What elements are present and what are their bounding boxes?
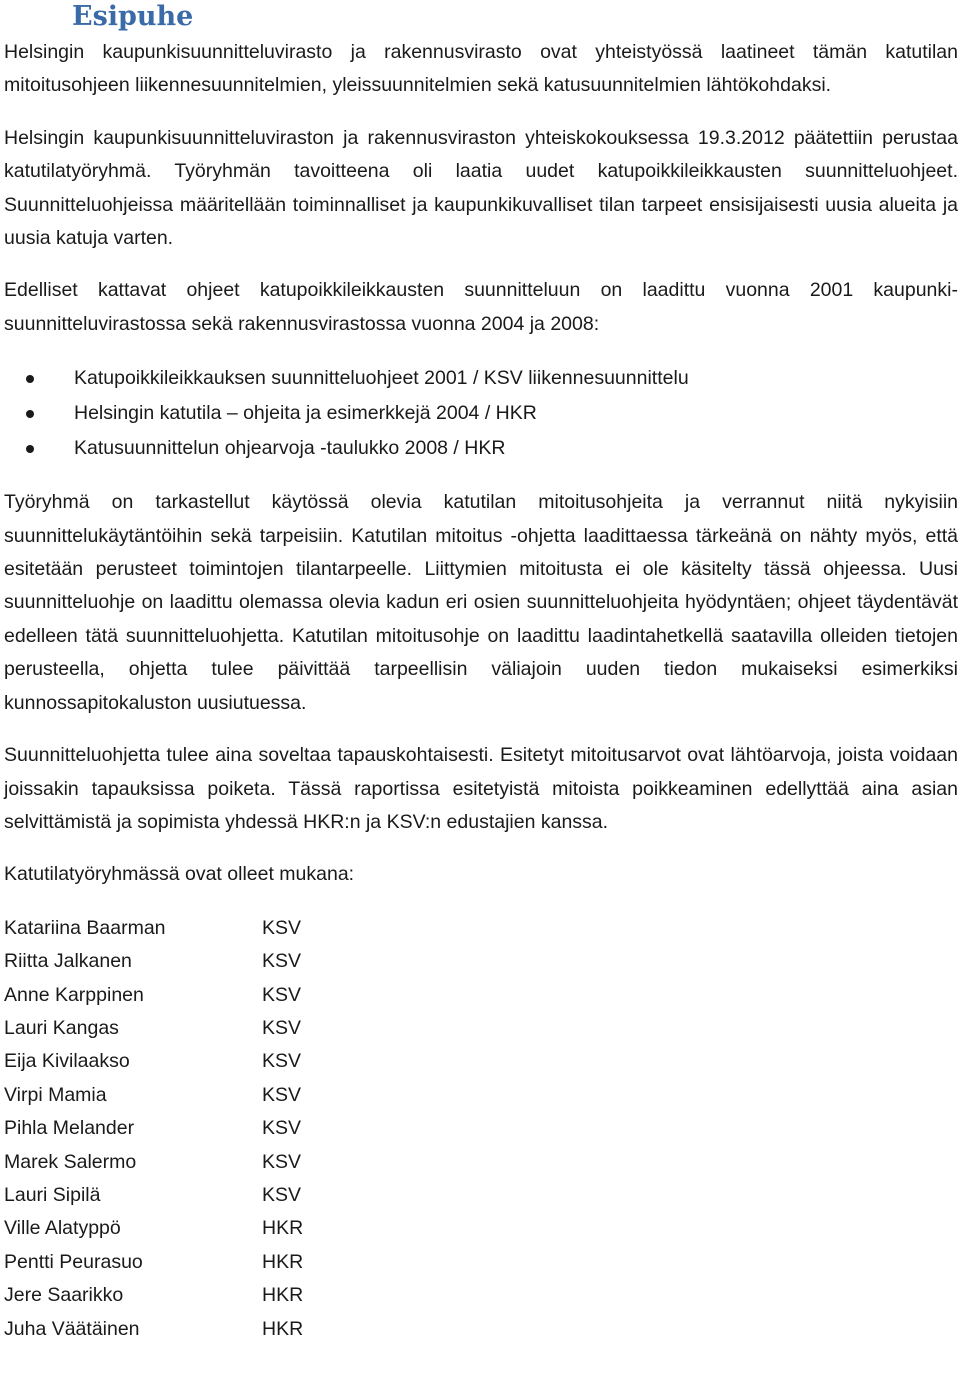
paragraph-review: Työryhmä on tarkastellut käytössä olevia katutilan mitoitusohjeita ja verrannut niitä nykyisiin suunnittelukäytäntöihin sekä tarpeisiin. Katutilan mitoitus -ohjetta laadittaessa tärkeänä on nähty myös, että esitetään perusteet toimintojen tilantarpeelle. Liittymien mitoitusta ei ole käsitelty tässä ohjeessa. Uusi suunnitteluohje on laadittu olemassa olevia kadun eri osien suunnitteluohjeita hyödyntäen; ohjeet täydentävät edelleen tätä suunnitteluohjetta. Katutilan mitoitusohje on laadittu laadintahetkellä saatavilla olleiden tietojen perusteella, ohjetta tulee päivittää tarpeellisin väliajoin uuden tiedon mukaiseksi esimerkiksi kunnossapitokaluston uusiutuessa. <box>4 491 958 714</box>
bullet-icon <box>26 445 34 453</box>
member-name: Riitta Jalkanen <box>4 950 132 973</box>
spacer <box>4 466 958 486</box>
spacer <box>4 341 958 361</box>
member-row <box>4 945 958 978</box>
member-row <box>4 979 958 1012</box>
bullet-icon <box>26 375 34 383</box>
member-row <box>4 1212 958 1245</box>
paragraph-working-group: Helsingin kaupunkisuunnitteluviraston ja rakennusviraston yhteiskokouksessa 19.3.2012 päätettiin perustaa katutilatyöryhmä. Työryhmän tavoitteena oli laatia uudet katupoikkileikkausten suunnitteluohjeet. Suunnitteluohjeissa määritellään toiminnalliset ja kaupunkikuvalliset tilan tarpeet ensisijaisesti uusia alueita ja uusia katuja varten. <box>4 126 958 250</box>
member-org: KSV <box>262 916 302 939</box>
list-item <box>4 361 958 396</box>
spacer <box>4 839 958 858</box>
members-list <box>4 912 958 1346</box>
member-org: HKR <box>262 1284 304 1307</box>
member-name: Anne Karppinen <box>4 983 144 1006</box>
member-org: KSV <box>262 950 302 973</box>
member-row <box>4 912 958 945</box>
spacer <box>4 103 958 122</box>
member-org: HKR <box>262 1217 304 1240</box>
member-name: Lauri Sipilä <box>4 1183 101 1206</box>
list-item-text: Katusuunnittelun ohjearvoja -taulukko 2008 / HKR <box>74 437 506 460</box>
member-org: KSV <box>262 983 302 1006</box>
list-item-text: Helsingin katutila – ohjeita ja esimerkkejä 2004 / HKR <box>74 402 537 425</box>
page-title: Esipuhe <box>72 1 194 32</box>
member-name: Pentti Peurasuo <box>4 1250 143 1273</box>
member-org: KSV <box>262 1150 302 1173</box>
member-org: KSV <box>262 1083 302 1106</box>
paragraph-application: Suunnitteluohjetta tulee aina soveltaa tapauskohtaisesti. Esitetyt mitoitusarvot ovat lähtöarvoja, joista voidaan joissakin tapauksissa poiketa. Tässä raportissa esitetyistä mitoista poikkeaminen edellyttää aina asian selvittämistä ja sopimista yhdessä HKR:n ja KSV:n edustajien kanssa. <box>4 744 958 833</box>
spacer <box>4 255 958 274</box>
member-org: KSV <box>262 1183 302 1206</box>
spacer <box>4 892 958 912</box>
member-row <box>4 1079 958 1112</box>
guideline-list <box>4 361 958 466</box>
member-name: Eija Kivilaakso <box>4 1050 130 1073</box>
member-row <box>4 1112 958 1145</box>
bullet-icon <box>26 410 34 418</box>
member-name: Pihla Melander <box>4 1117 135 1140</box>
member-name: Virpi Mamia <box>4 1083 107 1106</box>
paragraph-intro: Helsingin kaupunkisuunnitteluvirasto ja rakennusvirasto ovat yhteistyössä laatineet tämän katutilan mitoitusohjeen liikennesuunnitelmien, yleissuunnitelmien sekä katusuunnitelmien lähtökohdaksi. <box>4 41 958 97</box>
member-org: KSV <box>262 1117 302 1140</box>
member-row <box>4 1045 958 1078</box>
member-row <box>4 1246 958 1279</box>
member-org: KSV <box>262 1050 302 1073</box>
members-intro: Katutilatyöryhmässä ovat olleet mukana: <box>4 863 355 886</box>
list-item-text: Katupoikkileikkauksen suunnitteluohjeet 2001 / KSV liikennesuunnittelu <box>74 367 689 390</box>
member-name: Ville Alatyppö <box>4 1217 121 1240</box>
paragraph-previous-guidelines: Edelliset kattavat ohjeet katupoikkileikkausten suunnitteluun on laadittu vuonna 2001 kaupunkisuunnitteluvirastossa sekä rakennusvirastossa vuonna 2004 ja 2008: <box>4 279 958 335</box>
member-name: Katariina Baarman <box>4 916 166 939</box>
member-name: Juha Väätäinen <box>4 1317 140 1340</box>
member-row <box>4 1279 958 1312</box>
member-org: KSV <box>262 1016 302 1039</box>
list-item <box>4 431 958 466</box>
spacer <box>4 720 958 739</box>
document-page <box>4 0 958 1346</box>
member-org: HKR <box>262 1250 304 1273</box>
member-row <box>4 1146 958 1179</box>
member-org: HKR <box>262 1317 304 1340</box>
member-row <box>4 1313 958 1346</box>
member-name: Jere Saarikko <box>4 1284 124 1307</box>
list-item <box>4 396 958 431</box>
member-name: Marek Salermo <box>4 1150 137 1173</box>
member-name: Lauri Kangas <box>4 1016 119 1039</box>
member-row <box>4 1179 958 1212</box>
member-row <box>4 1012 958 1045</box>
